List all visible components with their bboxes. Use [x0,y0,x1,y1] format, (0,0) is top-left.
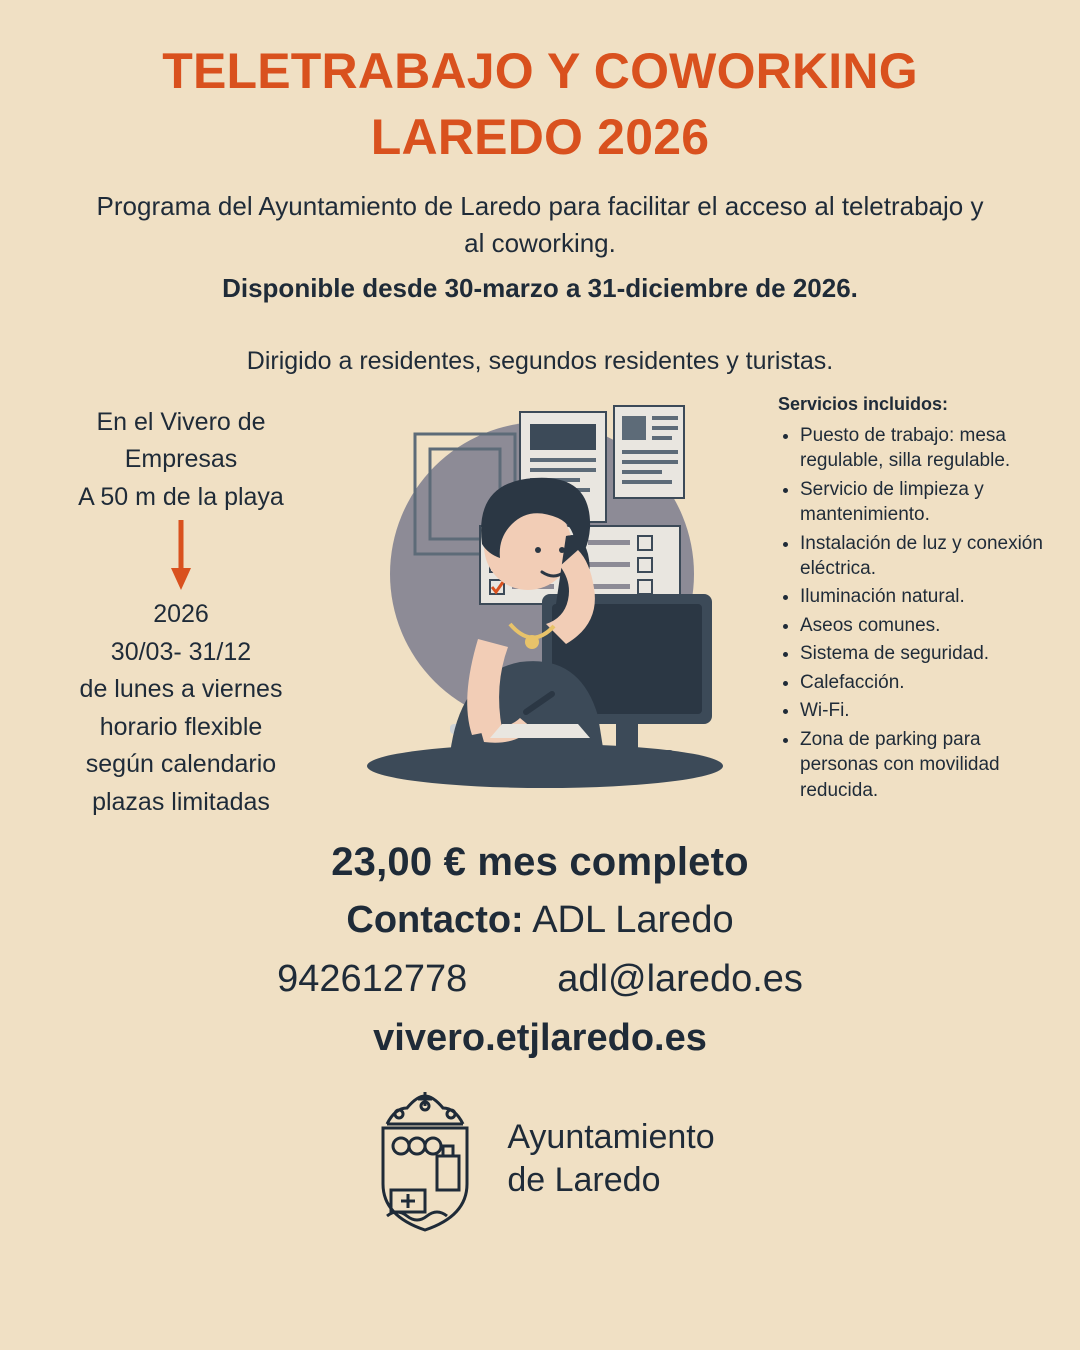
list-item: • Zona de parking para personas con movilidad reducida. [800,727,1060,803]
website-url[interactable]: vivero.etjlaredo.es [373,1016,707,1059]
org-line-1: Ayuntamiento [507,1118,715,1157]
email-address[interactable]: adl@laredo.es [557,957,803,1000]
schedule-calendar: según calendario [85,750,277,779]
list-item: • Servicio de limpieza y mantenimiento. [800,477,1060,528]
title-line-2: LAREDO 2026 [370,109,710,165]
list-item: • Puesto de trabajo: mesa regulable, silla regulable. [800,423,1060,474]
phone-email-row [0,958,1080,1001]
contact-label: Contacto: [346,898,524,941]
schedule-places: plazas limitadas [92,787,270,816]
list-item: • Sistema de seguridad. [800,641,1060,666]
price-text: 23,00 € mes completo [331,839,749,884]
title-line-1: TELETRABAJO Y COWORKING [162,43,918,99]
contact-value: ADL Laredo [532,898,734,941]
intro-text: Programa del Ayuntamiento de Laredo para facilitar el acceso al teletrabajo y al coworking. [96,191,984,258]
location-line-2: Empresas [124,445,238,474]
footer-logo [0,1084,1080,1234]
services-title: Servicios incluidos: [778,393,949,414]
audience-text: Dirigido a residentes, segundos residentes y turistas. [246,346,834,375]
availability-text: Disponible desde 30-marzo a 31-diciembre de 2026. [222,272,858,303]
intro-paragraph [90,188,990,307]
org-line-2: de Laredo [507,1160,661,1199]
list-item: • Instalación de luz y conexión eléctrica. [800,531,1060,582]
schedule-block [36,596,326,821]
schedule-days: de lunes a viernes [79,675,283,704]
services-column [770,394,1060,806]
contact-line [0,899,1080,942]
list-item: • Iluminación natural. [800,584,1060,609]
schedule-dates: 30/03- 31/12 [110,637,252,666]
services-list [770,423,1060,803]
illustration-woman-at-computer [330,394,750,814]
content-columns [0,394,1080,834]
location-line-3: A 50 m de la playa [78,482,284,511]
list-item: • Wi-Fi. [800,698,1060,723]
list-item: • Aseos comunes. [800,613,1060,638]
schedule-hours: horario flexible [99,712,263,741]
page-title [0,0,1080,170]
organization-name [507,1116,714,1201]
contact-block [0,840,1080,1060]
down-arrow-icon [36,516,326,594]
coat-of-arms-icon [365,1084,485,1234]
schedule-year: 2026 [153,600,209,629]
location-schedule-column [36,404,326,822]
location-line-1: En el Vivero de [96,407,266,436]
list-item: • Calefacción. [800,670,1060,695]
location-block [36,404,326,517]
phone-number[interactable]: 942612778 [277,957,468,1000]
